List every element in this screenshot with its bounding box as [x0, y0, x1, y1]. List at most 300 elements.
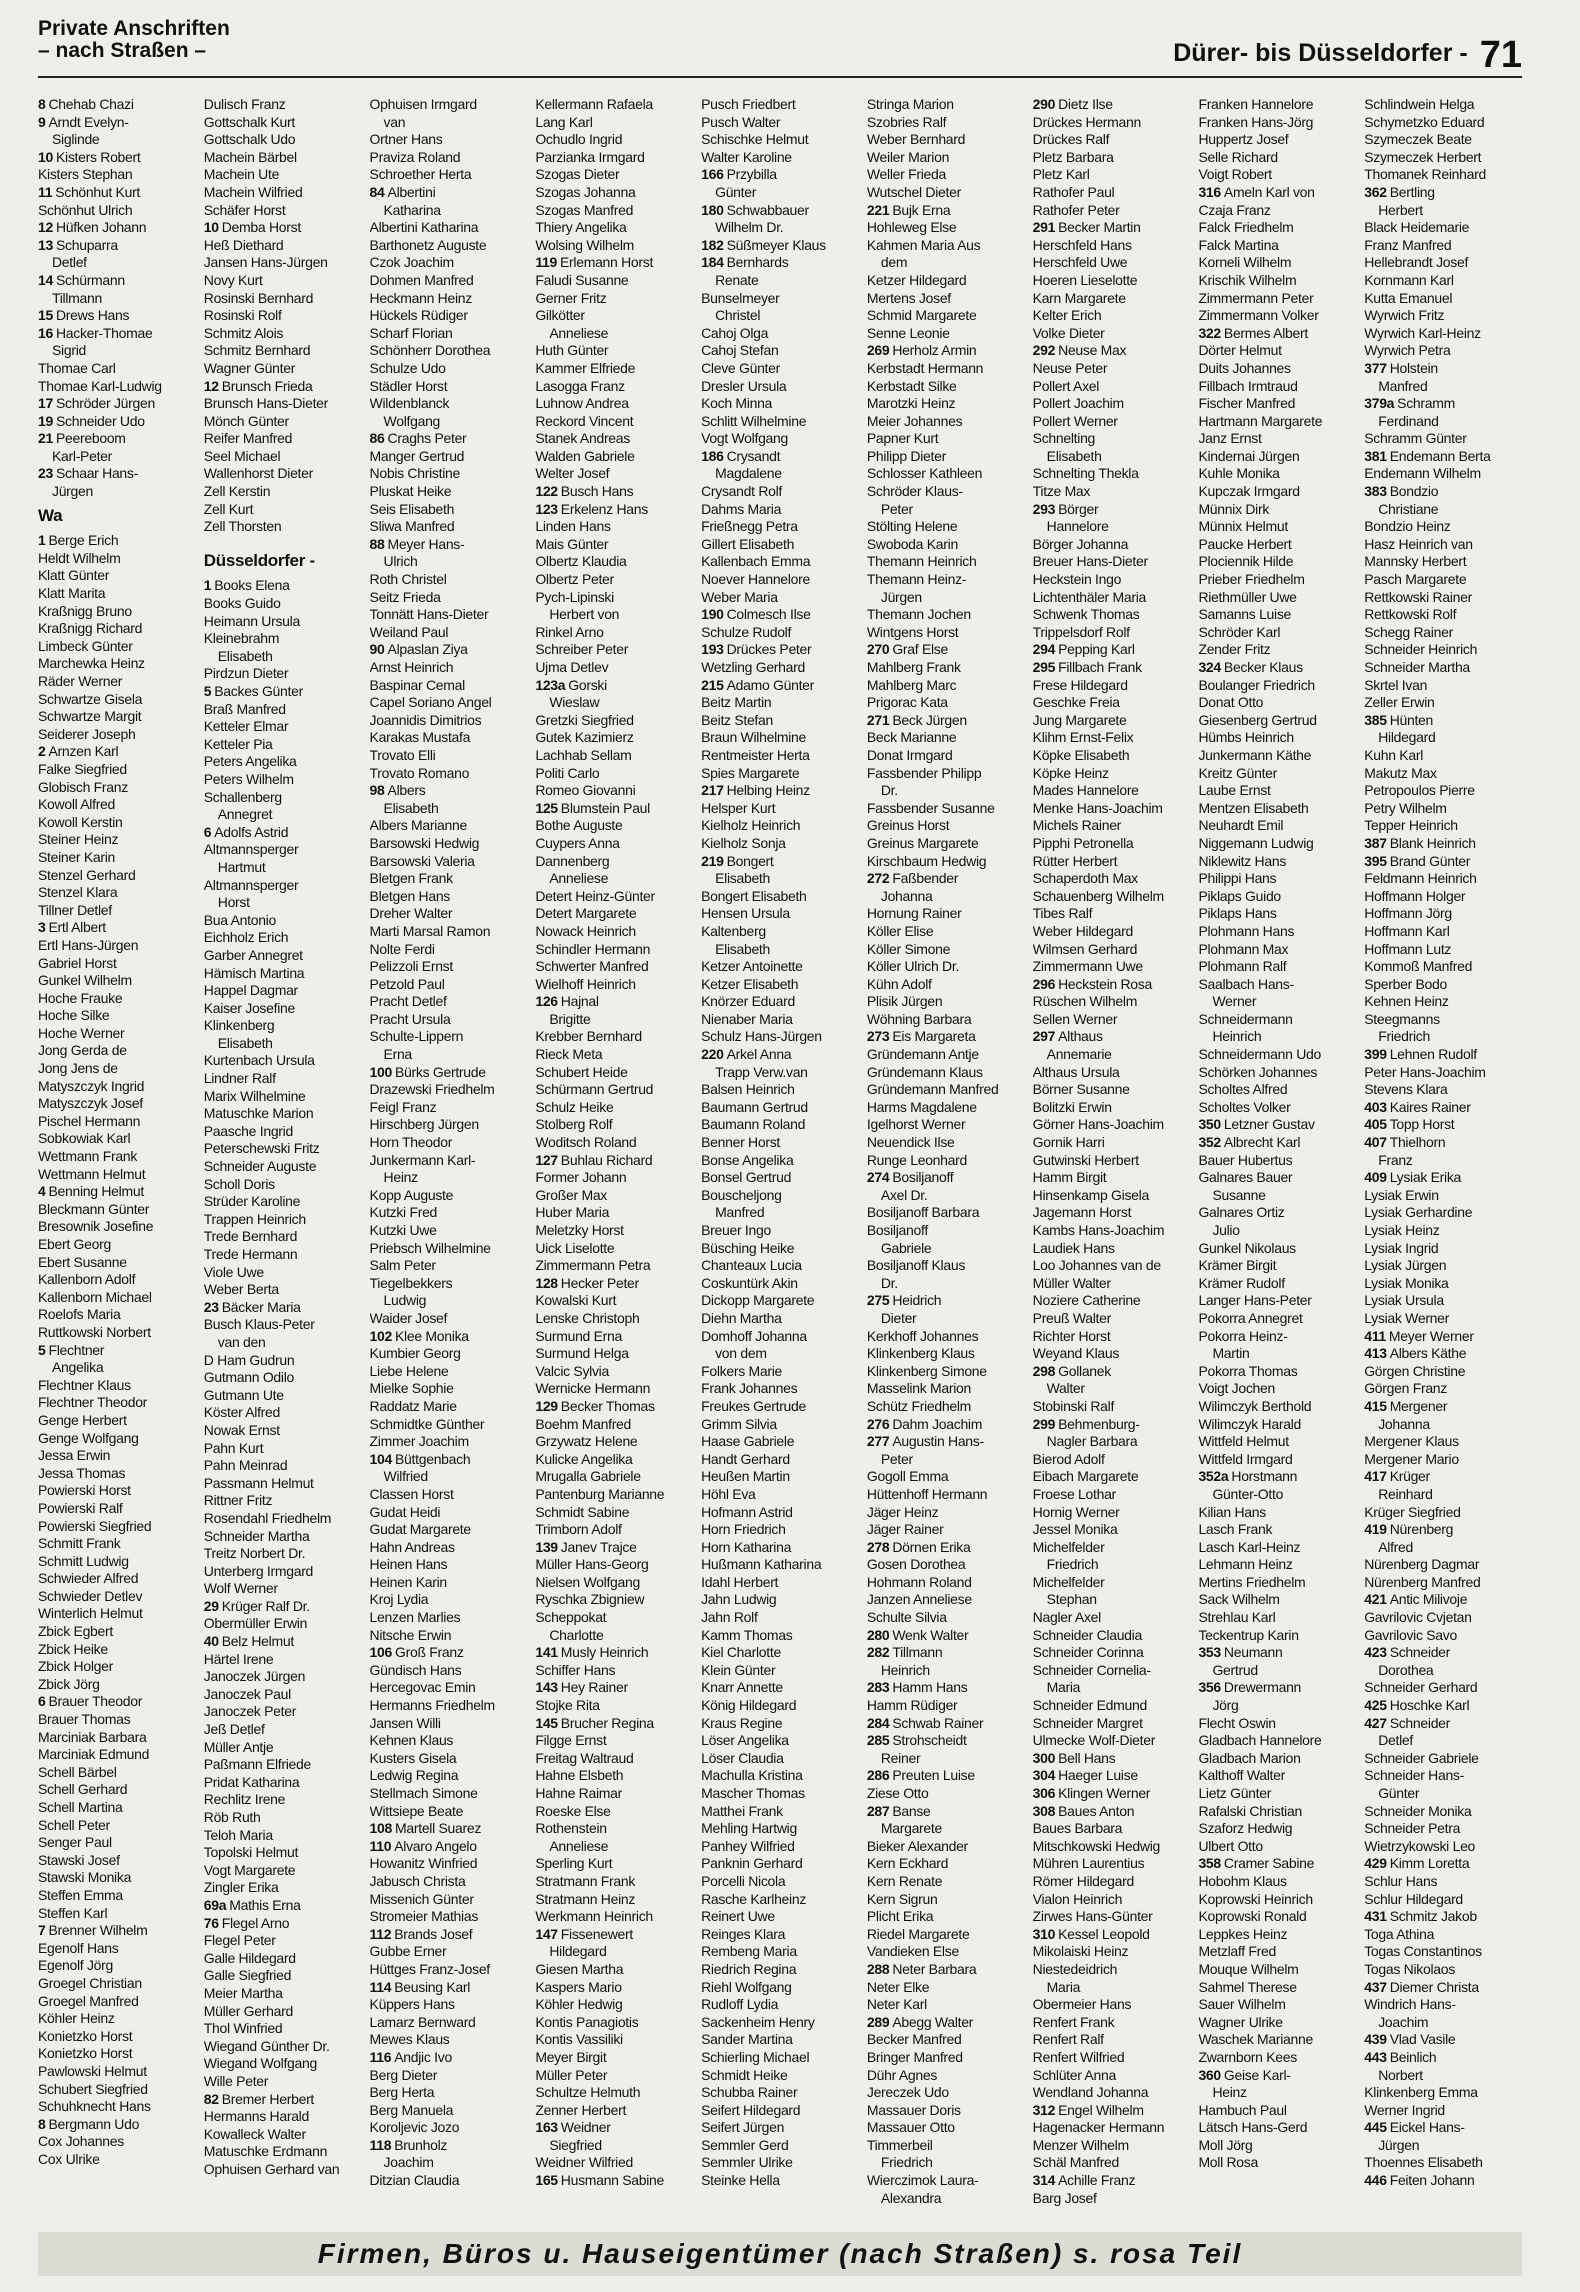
- resident-name: Hümbs Heinrich: [1198, 729, 1294, 746]
- directory-entry: [701, 641, 859, 659]
- directory-entry: [1364, 1609, 1522, 1627]
- entry-continuation: Jürgen: [1378, 2136, 1420, 2153]
- house-number: 13: [38, 236, 53, 253]
- entry-continuation: van den: [217, 1333, 266, 1350]
- resident-name: Barthonetz Auguste: [369, 236, 487, 253]
- directory-entry: [701, 1468, 859, 1486]
- resident-name: Hey Rainer: [560, 1679, 628, 1696]
- directory-entry: [370, 1662, 528, 1680]
- directory-entry: [701, 536, 859, 554]
- directory-entry: [701, 1521, 859, 1539]
- house-number: 277: [866, 1433, 890, 1450]
- directory-entry: [38, 902, 196, 920]
- resident-name: Trippelsdorf Rolf: [1032, 623, 1130, 640]
- resident-name: Windrich Hans-: [1364, 1996, 1456, 2013]
- resident-name: Sliwa Manfred: [369, 518, 455, 535]
- resident-name: Bäcker Maria: [221, 1298, 301, 1315]
- directory-entry: [1364, 1257, 1522, 1275]
- directory-entry: [867, 1363, 1025, 1381]
- directory-entry: [535, 624, 693, 642]
- resident-name: Trovato Romano: [369, 764, 470, 781]
- resident-name: Flecht Oswin: [1198, 1714, 1276, 1731]
- directory-entry: [535, 1662, 693, 1680]
- directory-entry: [1033, 1486, 1191, 1504]
- entry-continuation: Wilhelm Dr.: [715, 219, 784, 236]
- directory-entry: [1033, 1363, 1191, 1381]
- directory-entry: [370, 1591, 528, 1609]
- directory-entry: [867, 114, 1025, 132]
- resident-name: Mielke Sophie: [369, 1380, 454, 1397]
- directory-entry: [1364, 395, 1522, 413]
- directory-entry: [38, 743, 196, 761]
- resident-name: Schreiber Peter: [535, 641, 629, 658]
- directory-entry: [1198, 571, 1356, 589]
- entry-continuation: Angelika: [52, 1359, 104, 1376]
- directory-entry: [370, 1451, 528, 1469]
- resident-name: Pelizzoli Ernst: [369, 958, 453, 975]
- directory-entry: [701, 430, 859, 448]
- entry-continuation: Detlef: [52, 254, 87, 271]
- directory-entry: [701, 1028, 859, 1046]
- directory-entry: [1033, 1820, 1191, 1838]
- directory-entry: [38, 1658, 196, 1676]
- directory-entry: [867, 905, 1025, 923]
- entry-continuation: Annemarie: [1046, 1046, 1112, 1063]
- directory-entry: [370, 659, 528, 677]
- resident-name: Kutta Emanuel: [1364, 289, 1453, 306]
- house-number: 275: [866, 1292, 890, 1309]
- directory-entry: [370, 888, 528, 906]
- house-number: 2: [38, 743, 46, 760]
- resident-name: Zingler Erika: [203, 1879, 279, 1896]
- directory-entry: [204, 1739, 362, 1757]
- resident-name: Moll Jörg: [1198, 2136, 1253, 2153]
- resident-name: Hobohm Klaus: [1198, 1872, 1287, 1889]
- house-number: 419: [1364, 1521, 1387, 1538]
- house-number: 358: [1198, 1855, 1221, 1872]
- entry-continuation: Nagler Barbara: [1046, 1433, 1138, 1450]
- entry-continuation: Elisabeth: [715, 870, 771, 887]
- resident-name: Hußmann Katharina: [701, 1556, 822, 1573]
- directory-entry: [204, 965, 362, 983]
- resident-name: Priebsch Wilhelmine: [369, 1239, 491, 1256]
- resident-name: Scholl Doris: [203, 1175, 275, 1192]
- resident-name: Brunsch Frieda: [221, 377, 313, 394]
- directory-entry: [701, 131, 859, 149]
- directory-entry: [535, 1803, 693, 1821]
- resident-name: Ledwig Regina: [369, 1767, 459, 1784]
- resident-name: Benning Helmut: [48, 1183, 144, 1200]
- directory-entry: [370, 96, 528, 114]
- resident-name: Laudiek Hans: [1032, 1239, 1115, 1256]
- resident-name: Kisters Stephan: [38, 166, 133, 183]
- resident-name: Czaja Franz: [1198, 201, 1271, 218]
- directory-entry: [204, 1510, 362, 1528]
- entry-continuation: Elisabeth: [383, 799, 439, 816]
- directory-entry: [1033, 96, 1191, 114]
- directory-entry: [867, 2014, 1025, 2032]
- resident-name: Walden Gabriele: [535, 447, 635, 464]
- resident-name: Masselink Marion: [866, 1380, 971, 1397]
- directory-entry: [867, 378, 1025, 396]
- directory-entry: [867, 2067, 1025, 2085]
- directory-entry: [1364, 1011, 1522, 1029]
- resident-name: Bermes Albert: [1223, 324, 1308, 341]
- directory-entry: [701, 1240, 859, 1258]
- directory-entry: [1364, 1292, 1522, 1310]
- directory-entry: [1033, 694, 1191, 712]
- resident-name: Hahne Raimar: [535, 1785, 622, 1801]
- resident-name: Blumstein Paul: [560, 799, 650, 816]
- directory-entry: [535, 1152, 693, 1170]
- directory-entry: [535, 1451, 693, 1469]
- resident-name: Stevens Klara: [1364, 1081, 1448, 1098]
- resident-name: Riehl Wolfgang: [701, 1978, 792, 1995]
- directory-entry: [535, 765, 693, 783]
- directory-entry: [38, 1711, 196, 1729]
- resident-name: Neuse Max: [1058, 342, 1127, 359]
- directory-entry: [1033, 1310, 1191, 1328]
- directory-entry: [1033, 2067, 1191, 2085]
- resident-name: Zirwes Hans-Günter: [1032, 1908, 1153, 1925]
- house-number: 409: [1364, 1169, 1387, 1186]
- entry-continuation: Elisabeth: [715, 940, 771, 957]
- resident-name: Bosiljanoff: [892, 1169, 954, 1186]
- resident-name: Joannidis Dimitrios: [369, 711, 482, 728]
- resident-name: Zell Kurt: [203, 500, 254, 517]
- resident-name: Stenzel Gerhard: [38, 866, 136, 883]
- resident-name: Koch Minna: [701, 395, 773, 412]
- directory-entry: [701, 1609, 859, 1627]
- house-number: 300: [1032, 1749, 1056, 1766]
- directory-entry: [1198, 870, 1356, 888]
- directory-entry: [1198, 536, 1356, 554]
- resident-name: Weber Maria: [701, 588, 778, 605]
- resident-name: Gavrilovic Cvjetan: [1364, 1609, 1472, 1626]
- directory-entry: [701, 1961, 859, 1979]
- directory-entry: [204, 166, 362, 184]
- directory-entry: [535, 1908, 693, 1926]
- entry-continuation: Manfred: [715, 1204, 765, 1221]
- directory-entry: [370, 993, 528, 1011]
- resident-name: Rothenstein: [535, 1820, 607, 1837]
- resident-name: Stojke Rita: [535, 1697, 600, 1714]
- resident-name: Bletgen Hans: [369, 887, 451, 904]
- directory-entry: [535, 536, 693, 554]
- resident-name: Köpke Elisabeth: [1032, 746, 1130, 763]
- directory-entry: [38, 1042, 196, 1060]
- directory-entry: [867, 342, 1025, 360]
- resident-name: Bosiljanoff Barbara: [866, 1204, 980, 1221]
- resident-name: Busch Hans: [560, 483, 634, 500]
- directory-entry: [535, 782, 693, 800]
- directory-entry: [1364, 765, 1522, 783]
- directory-entry: [701, 2067, 859, 2085]
- directory-entry: [867, 1873, 1025, 1891]
- directory-entry: [701, 1838, 859, 1856]
- directory-entry: [701, 1732, 859, 1750]
- directory-entry: [38, 1553, 196, 1571]
- directory-entry: [1033, 2172, 1191, 2190]
- house-number: 360: [1198, 2066, 1221, 2083]
- resident-name: Büsching Heike: [701, 1239, 795, 1256]
- directory-entry: [370, 1873, 528, 1891]
- directory-entry: [867, 430, 1025, 448]
- resident-name: Städler Horst: [369, 377, 448, 394]
- directory-entry: [1033, 1521, 1191, 1539]
- directory-entry: [867, 817, 1025, 835]
- resident-name: Nagler Axel: [1032, 1609, 1101, 1626]
- directory-entry: [535, 1750, 693, 1768]
- resident-name: Schubert Siegfried: [38, 2080, 148, 2097]
- directory-entry: [204, 2003, 362, 2021]
- directory-entry: [370, 589, 528, 607]
- resident-name: Kirschbaum Hedwig: [866, 852, 987, 869]
- resident-name: Marchewka Heinz: [38, 655, 145, 672]
- resident-name: Szymeczek Herbert: [1364, 148, 1482, 165]
- resident-name: Trappen Heinrich: [203, 1210, 306, 1227]
- directory-entry: [1033, 1468, 1191, 1486]
- resident-name: Wiegand Wolfgang: [203, 2055, 318, 2072]
- directory-entry: [1033, 1328, 1191, 1346]
- resident-name: Büttgenbach: [395, 1450, 471, 1467]
- directory-entry: [204, 2108, 362, 2126]
- resident-name: Machein Bärbel: [203, 148, 297, 165]
- directory-entry: [1364, 677, 1522, 695]
- directory-entry: [370, 501, 528, 519]
- resident-name: Lysiak Erika: [1389, 1169, 1462, 1186]
- resident-name: Schneider Edmund: [1032, 1697, 1147, 1714]
- resident-name: Salm Peter: [369, 1257, 436, 1274]
- resident-name: Schell Gerhard: [38, 1781, 128, 1798]
- resident-name: Voigt Jochen: [1198, 1380, 1276, 1397]
- resident-name: Schneider Heinrich: [1364, 641, 1478, 658]
- house-number: 437: [1364, 1978, 1387, 1995]
- resident-name: Erlemann Horst: [560, 254, 654, 271]
- directory-entry: [1198, 1046, 1356, 1064]
- directory-entry: [204, 947, 362, 965]
- resident-name: Moll Rosa: [1198, 2154, 1258, 2171]
- resident-name: Peter Hans-Joachim: [1364, 1063, 1486, 1080]
- resident-name: Paßmann Elfriede: [203, 1756, 312, 1773]
- resident-name: Beitz Stefan: [701, 711, 773, 728]
- directory-entry: [867, 1697, 1025, 1715]
- directory-entry: [38, 691, 196, 709]
- resident-name: Junkermann Karl-: [369, 1151, 476, 1168]
- directory-entry: [535, 448, 693, 466]
- entry-continuation: Axel Dr.: [880, 1186, 928, 1203]
- entry-continuation: Christiane: [1378, 500, 1439, 517]
- directory-entry: [535, 518, 693, 536]
- directory-entry: [1364, 1187, 1522, 1205]
- resident-name: Stratmann Heinz: [535, 1890, 636, 1907]
- resident-name: Winterlich Helmut: [38, 1605, 143, 1622]
- directory-entry: [204, 1985, 362, 2003]
- resident-name: Brand Günter: [1389, 852, 1471, 869]
- directory-entry: [535, 1292, 693, 1310]
- directory-entry: [535, 1556, 693, 1574]
- resident-name: Schwab Rainer: [892, 1714, 984, 1731]
- resident-name: Mathis Erna: [229, 1896, 301, 1913]
- resident-name: Rettkowski Rainer: [1364, 588, 1472, 605]
- resident-name: Kellermann Rafaela: [535, 96, 653, 112]
- resident-name: Schmitt Frank: [38, 1535, 121, 1552]
- resident-name: Szymeczek Beate: [1364, 131, 1472, 148]
- directory-entry: [1033, 149, 1191, 167]
- directory-entry: [1033, 1169, 1191, 1187]
- directory-entry: [1033, 941, 1191, 959]
- house-number: 12: [203, 377, 219, 394]
- directory-entry: [38, 2063, 196, 2081]
- directory-entry: [38, 532, 196, 550]
- directory-entry: [38, 2116, 196, 2134]
- directory-entry: [204, 2091, 362, 2109]
- resident-name: Kern Renate: [866, 1872, 943, 1889]
- resident-name: Steiner Heinz: [38, 831, 119, 848]
- resident-name: Missenich Günter: [369, 1890, 474, 1907]
- house-number: 122: [535, 483, 558, 500]
- header-rule: [38, 76, 1522, 78]
- resident-name: Schneider: [1389, 1714, 1451, 1731]
- resident-name: Boehm Manfred: [535, 1415, 632, 1432]
- directory-entry: [1033, 430, 1191, 448]
- directory-entry: [370, 923, 528, 941]
- directory-entry: [867, 1504, 1025, 1522]
- directory-entry: [370, 624, 528, 642]
- directory-entry: [867, 465, 1025, 483]
- directory-entry: [204, 1299, 362, 1317]
- directory-entry: [204, 1809, 362, 1827]
- resident-name: Strehlau Karl: [1198, 1609, 1276, 1626]
- directory-entry: [867, 1767, 1025, 1785]
- resident-name: Hämisch Martina: [203, 964, 305, 981]
- directory-entry: [867, 413, 1025, 431]
- directory-entry: [1033, 1803, 1191, 1821]
- resident-name: Thol Winfried: [203, 2020, 283, 2037]
- resident-name: Philippi Hans: [1198, 870, 1277, 887]
- entry-continuation: Maria: [1046, 1978, 1081, 1995]
- directory-entry: [1364, 254, 1522, 272]
- directory-entry: [204, 501, 362, 519]
- resident-name: Schallenberg: [203, 788, 282, 805]
- resident-name: Scharf Florian: [369, 324, 453, 341]
- resident-name: Antic Milivoje: [1389, 1591, 1468, 1608]
- resident-name: Riedrich Regina: [701, 1960, 797, 1977]
- directory-entry: [1198, 2119, 1356, 2137]
- resident-name: Lysiak Erwin: [1364, 1186, 1439, 1203]
- directory-entry: [867, 941, 1025, 959]
- directory-entry: [370, 1152, 528, 1170]
- directory-entry: [370, 1275, 528, 1293]
- resident-name: Mühren Laurentius: [1032, 1855, 1145, 1872]
- directory-entry: [1364, 430, 1522, 448]
- resident-name: Zbick Egbert: [38, 1623, 113, 1640]
- resident-name: Görner Hans-Joachim: [1032, 1116, 1164, 1133]
- directory-entry: [370, 1679, 528, 1697]
- house-number: 139: [535, 1538, 558, 1555]
- directory-entry: [535, 1204, 693, 1222]
- directory-entry: [535, 1767, 693, 1785]
- directory-entry: [1364, 2084, 1522, 2102]
- resident-name: Neuendick Ilse: [866, 1134, 955, 1151]
- directory-entry: [1364, 184, 1522, 202]
- resident-name: Kumbier Georg: [369, 1345, 461, 1362]
- directory-entry: [1033, 325, 1191, 343]
- resident-name: Dahms Maria: [701, 500, 782, 517]
- resident-name: Plociennik Hilde: [1198, 553, 1294, 570]
- directory-entry: [701, 1855, 859, 1873]
- directory-entry: [1364, 1873, 1522, 1891]
- directory-entry: [1364, 1468, 1522, 1486]
- resident-name: Junkermann Käthe: [1198, 746, 1312, 763]
- house-number: 405: [1364, 1116, 1387, 1133]
- resident-name: Crysandt Rolf: [701, 483, 783, 500]
- directory-entry: [204, 325, 362, 343]
- house-number: 299: [1032, 1415, 1056, 1432]
- directory-entry: [370, 131, 528, 149]
- directory-entry: [1198, 853, 1356, 871]
- directory-entry: [204, 665, 362, 683]
- resident-name: Detert Margarete: [535, 905, 637, 922]
- resident-name: Capel Soriano Angel: [369, 694, 492, 711]
- directory-entry: [204, 1404, 362, 1422]
- house-number: 143: [535, 1679, 558, 1696]
- directory-entry: [1033, 1152, 1191, 1170]
- directory-entry: [701, 1116, 859, 1134]
- directory-entry: [204, 254, 362, 272]
- directory-entry: [38, 2010, 196, 2028]
- directory-entry: [535, 96, 693, 114]
- resident-name: Schröder Jürgen: [55, 395, 155, 412]
- directory-entry: [370, 1504, 528, 1522]
- directory-entry: [867, 325, 1025, 343]
- resident-name: Greinus Horst: [866, 817, 950, 834]
- resident-name: Endemann Wilhelm: [1364, 465, 1481, 482]
- house-number: 126: [535, 993, 558, 1010]
- directory-entry: [535, 1328, 693, 1346]
- resident-name: Lang Karl: [535, 113, 593, 130]
- directory-entry: [535, 1855, 693, 1873]
- directory-entry: [38, 114, 196, 132]
- resident-name: Schell Martina: [38, 1799, 123, 1815]
- directory-entry: [867, 536, 1025, 554]
- directory-entry: [370, 2049, 528, 2067]
- directory-entry: [204, 448, 362, 466]
- resident-name: Plicht Erika: [866, 1908, 934, 1925]
- resident-name: Pridat Katharina: [203, 1773, 300, 1790]
- directory-entry: [1364, 1574, 1522, 1592]
- house-number: 147: [535, 1925, 558, 1942]
- directory-entry: [1033, 817, 1191, 835]
- directory-entry: [204, 465, 362, 483]
- resident-name: Idahl Herbert: [701, 1573, 779, 1590]
- resident-name: Demba Horst: [221, 219, 301, 236]
- directory-entry: [867, 835, 1025, 853]
- directory-entry: [370, 254, 528, 272]
- resident-name: Görgen Franz: [1364, 1380, 1447, 1397]
- house-number: 17: [38, 395, 53, 412]
- directory-entry: [204, 184, 362, 202]
- directory-entry: [867, 1416, 1025, 1434]
- directory-entry: [204, 413, 362, 431]
- resident-name: Stratmann Frank: [535, 1872, 636, 1889]
- entry-continuation: Peter: [880, 500, 913, 517]
- directory-entry: [1033, 2137, 1191, 2155]
- directory-entry: [867, 131, 1025, 149]
- directory-entry: [38, 1817, 196, 1835]
- resident-name: Baumann Roland: [701, 1116, 806, 1133]
- resident-name: Ulmecke Wolf-Dieter: [1032, 1732, 1156, 1749]
